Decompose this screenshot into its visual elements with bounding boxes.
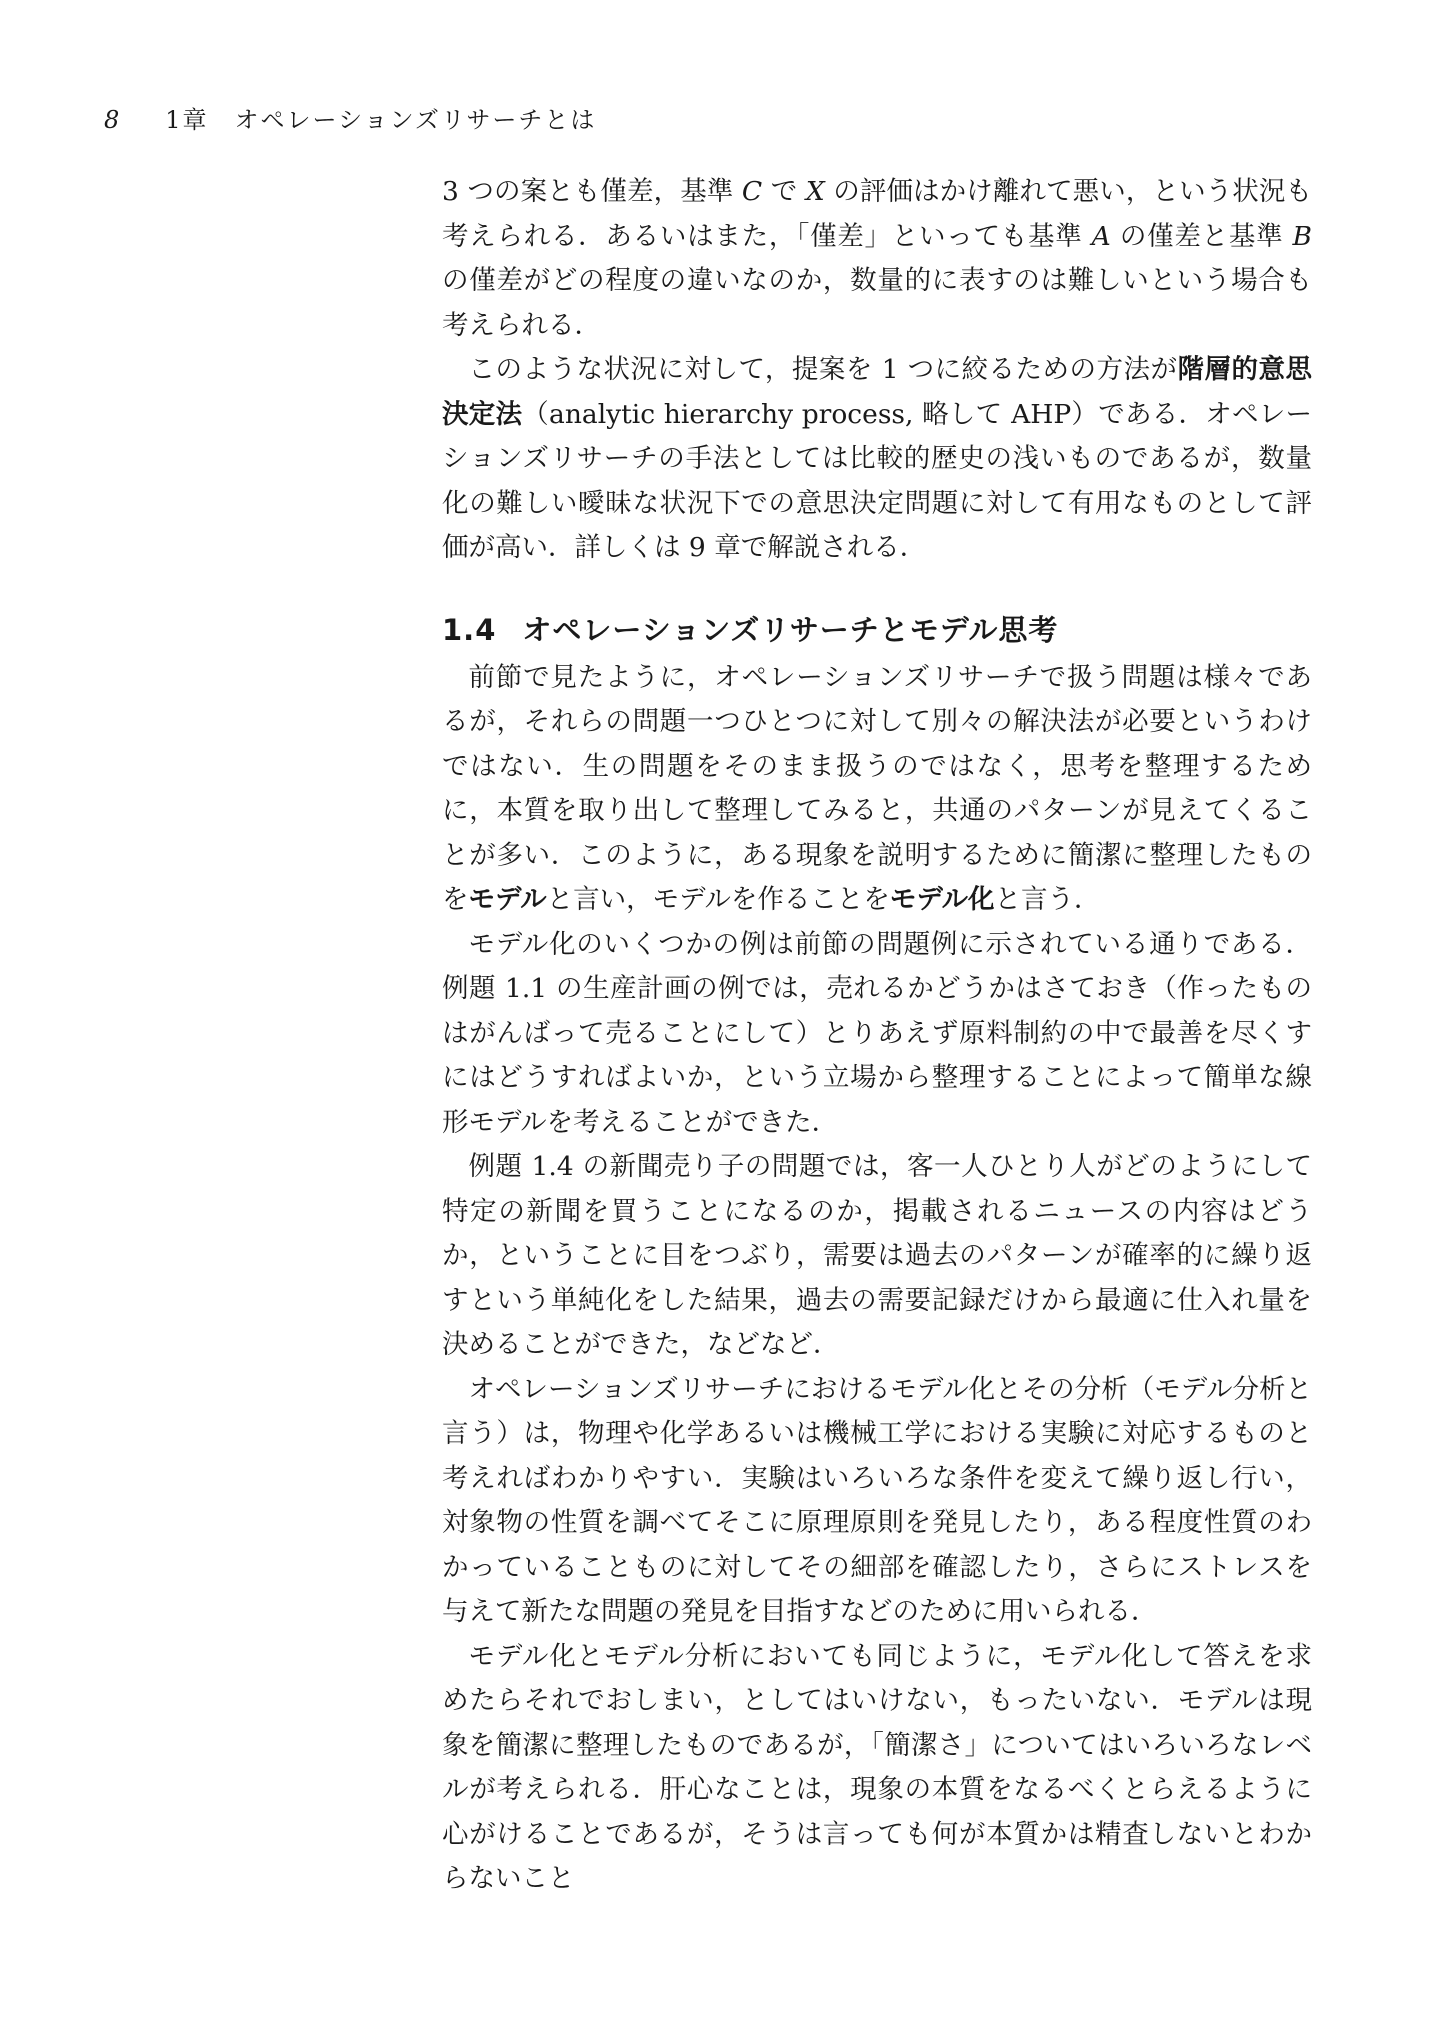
paragraph-1: 3 つの案とも僅差，基準 C で X の評価はかけ離れて悪い，という状況も考えられる．あるいはまた，「僅差」といっても基準 A の僅差と基準 B の僅差がどの程度の違いなのか，数量的に表すのは難しいという場合も考えられる． [442,176,1312,341]
math-c: C [741,176,763,207]
paragraph-6: オペレーションズリサーチにおけるモデル化とその分析（モデル分析と言う）は，物理や化学あるいは機械工学における実験に対応するものと考えればわかりやすい．実験はいろいろな条件を変えて繰り返し行い，対象物の性質を調べてそこに原理原則を発見したり，ある程度性質のわかっていることものに対してその細部を確認したり，さらにストレスを与えて新たな問題の発見を目指すなどのために用いられる． [442,1373,1312,1627]
term-modeling: モデル化 [889,884,995,915]
running-header [104,100,596,135]
math-b: B [1292,220,1312,252]
math-x: X [805,176,825,207]
paragraph-5: 例題 1.4 の新聞売り子の問題では，客一人ひとり人がどのようにして特定の新聞を買うことになるのか，掲載されるニュースの内容はどうか，ということに目をつぶり，需要は過去のパターンが確率的に繰り返すという単純化をした結果，過去の需要記録だけから最適に仕入れ量を決めることができた，などなど． [442,1151,1312,1360]
chapter-title: 1章 オペレーションズリサーチとは [165,106,597,134]
paragraph-7: モデル化とモデル分析においても同じように，モデル化して答えを求めたらそれでおしまい，としてはいけない，もったいない．モデルは現象を簡潔に整理したものであるが，「簡潔さ」についてはいろいろなレベルが考えられる．肝心なことは，現象の本質をなるべくとらえるように心がけることであるが，そうは言っても何が本質かは精査しないとわからないこと [442,1640,1312,1894]
paragraph-3: 前節で見たように，オペレーションズリサーチで扱う問題は様々であるが，それらの問題一つひとつに対して別々の解決法が必要というわけではない．生の問題をそのまま扱うのではなく，思考を整理するために，本質を取り出して整理してみると，共通のパターンが見えてくることが多い．このように，ある現象を説明するために簡潔に整理したものをモデルと言い，モデルを作ることをモデル化と言う． [442,661,1312,915]
paragraph-4: モデル化のいくつかの例は前節の問題例に示されている通りである．例題 1.1 の生産計画の例では，売れるかどうかはさておき（作ったものはがんばって売ることにして）とりあえず原料制約の中で最善を尽くすにはどうすればよいか，という立場から整理することによって簡単な線形モデルを考えることができた． [442,928,1312,1138]
page-number: 8 [104,106,122,134]
section-heading [442,608,1312,652]
section-title: オペレーションズリサーチとモデル思考 [522,612,1059,647]
term-model: モデル [468,884,547,915]
body-text [442,170,1312,1902]
section-number: 1.4 [442,612,497,647]
paragraph-2: このような状況に対して，提案を 1 つに絞るための方法が階層的意思決定法（analytic hierarchy process, 略して AHP）である．オペレーションズリサーチの手法としては比較的歴史の浅いものであるが，数量化の難しい曖昧な状況下での意思決定問題に対して有用なものとして評価が高い．詳しくは 9 章で解説される． [442,354,1312,563]
math-a: A [1091,220,1111,252]
term-ahp: 階層的意思決定法 [442,354,1312,430]
